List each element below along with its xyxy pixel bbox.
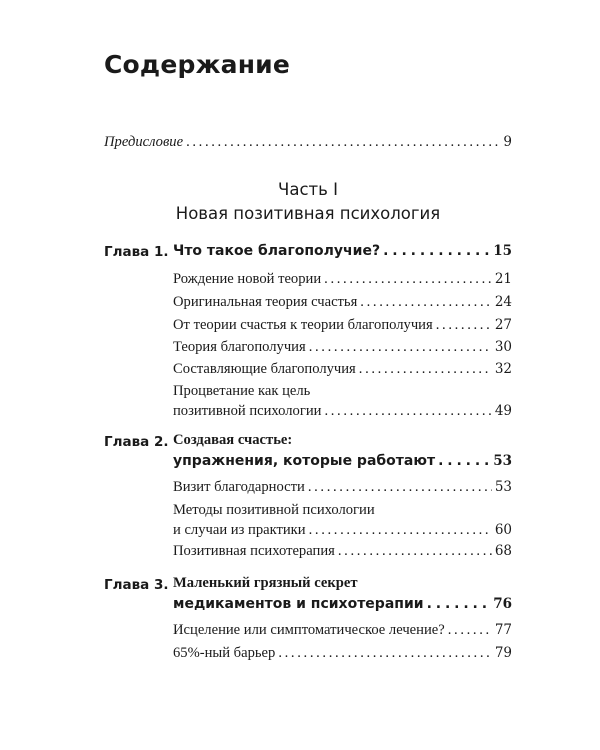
toc-section[interactable]: [173, 315, 512, 335]
toc-entry-label: Теория благополучия: [173, 339, 306, 355]
dot-leader: [448, 620, 492, 640]
toc-entry-label: Предисловие: [104, 134, 184, 150]
toc-entry-label: и случаи из практики: [173, 522, 306, 538]
toc-entry-label: Рождение новой теории: [173, 271, 322, 287]
toc-page-number: 30: [494, 339, 512, 355]
toc-chapter-2[interactable]: [173, 430, 512, 472]
toc-entry-label: Процветание как цель: [173, 383, 311, 399]
toc-section[interactable]: [173, 477, 512, 497]
toc-section[interactable]: [173, 620, 512, 640]
dot-leader: [308, 477, 492, 497]
dot-leader: [186, 132, 500, 152]
dot-leader: [324, 401, 491, 421]
toc-section[interactable]: [173, 500, 512, 540]
toc-section[interactable]: [173, 337, 512, 357]
toc-page-number: 15: [493, 243, 512, 259]
toc-section[interactable]: [173, 643, 512, 663]
dot-leader: [324, 269, 492, 289]
dot-leader: [383, 240, 490, 262]
chapter-title: медикаментов и психотерапии: [173, 596, 424, 612]
toc-page-number: 24: [494, 294, 512, 310]
chapter-title: упражнения, которые работают: [173, 453, 436, 469]
chapter-label: Глава 1.: [104, 244, 169, 260]
toc-entry-label: Составляющие благополучия: [173, 361, 356, 377]
toc-page-number: 27: [494, 317, 512, 333]
dot-leader: [278, 643, 491, 663]
part-title: Новая позитивная психология: [175, 204, 441, 223]
toc-entry-label: позитивной психологии: [173, 403, 322, 419]
toc-section[interactable]: [173, 269, 512, 289]
toc-section[interactable]: [173, 359, 512, 379]
toc-page-number: 21: [494, 271, 512, 287]
toc-entry-label: Позитивная психотерапия: [173, 543, 335, 559]
toc-page-number: 32: [494, 361, 512, 377]
chapter-title: Маленький грязный секрет: [173, 575, 358, 591]
toc-section[interactable]: [173, 541, 512, 561]
toc-chapter-3[interactable]: [173, 573, 512, 615]
toc-entry-preface[interactable]: [104, 132, 512, 152]
toc-page-number: 53: [494, 479, 512, 495]
chapter-title: Что такое благополучие?: [173, 243, 381, 259]
page-title: Содержание: [104, 50, 291, 79]
chapter-label: Глава 3.: [104, 577, 169, 593]
dot-leader: [309, 520, 492, 540]
toc-page-number: 79: [494, 645, 512, 661]
toc-page-number: 76: [493, 596, 512, 612]
toc-section[interactable]: [173, 381, 512, 421]
dot-leader: [338, 541, 492, 561]
dot-leader: [360, 292, 492, 312]
dot-leader: [427, 593, 491, 615]
toc-entry-label: 65%-ный барьер: [173, 645, 276, 661]
toc-page-number: 77: [494, 622, 512, 638]
toc-entry-label: От теории счастья к теории благополучия: [173, 317, 433, 333]
toc-section[interactable]: [173, 292, 512, 312]
toc-page-number: 49: [494, 403, 512, 419]
toc-entry-label: Исцеление или симптоматическое лечение?: [173, 622, 445, 638]
toc-page-number: 53: [493, 453, 512, 469]
toc-page-number: 60: [494, 522, 512, 538]
toc-entry-label: Методы позитивной психологии: [173, 502, 375, 518]
chapter-label: Глава 2.: [104, 434, 169, 450]
part-number: Часть I: [278, 180, 338, 199]
dot-leader: [436, 315, 492, 335]
toc-page-number: 9: [503, 134, 512, 150]
toc-entry-label: Визит благодарности: [173, 479, 305, 495]
dot-leader: [309, 337, 492, 357]
toc-chapter-1[interactable]: [173, 240, 512, 262]
toc-entry-label: Оригинальная теория счастья: [173, 294, 358, 310]
dot-leader: [359, 359, 492, 379]
dot-leader: [438, 450, 490, 472]
toc-page-number: 68: [494, 543, 512, 559]
chapter-title: Создавая счастье:: [173, 432, 293, 448]
